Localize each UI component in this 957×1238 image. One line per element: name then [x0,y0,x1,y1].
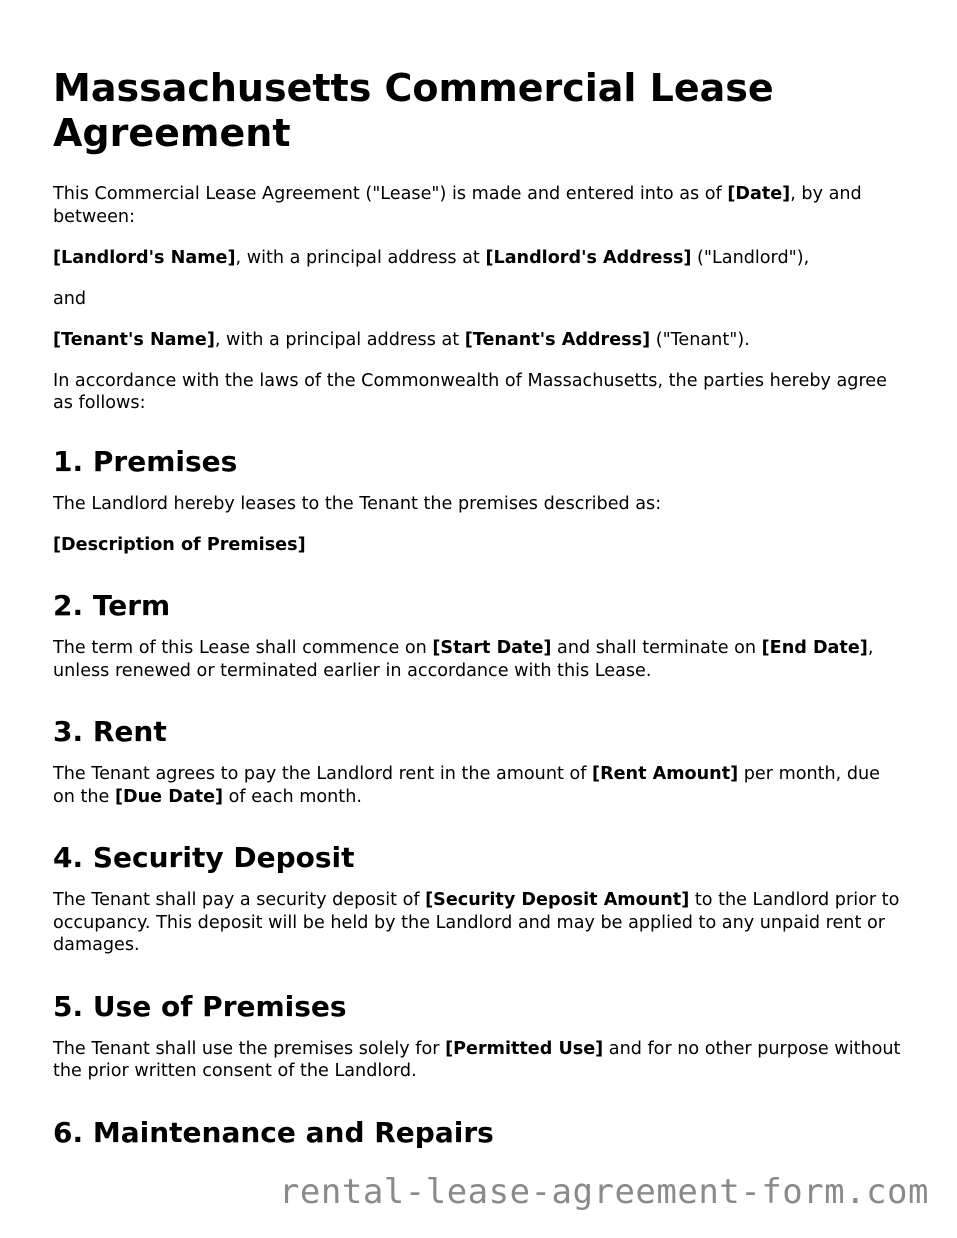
tenant-address-placeholder: [Tenant's Address] [464,329,651,350]
term-text-3: , unless renewed or terminated earlier in accordance with this Lease. [53,638,874,681]
and-paragraph: and [53,288,87,309]
end-date-placeholder: [End Date] [761,638,868,658]
tenant-name-placeholder: [Tenant's Name] [53,329,215,350]
premises-paragraph: The Landlord hereby leases to the Tenant the premises described as: [53,493,662,514]
deposit-paragraph [53,889,903,957]
intro-paragraph [53,183,903,228]
intro-text-1: This Commercial Lease Agreement ("Lease") is made and entered into as of [53,184,728,204]
rent-paragraph [53,763,903,808]
use-paragraph [53,1038,903,1083]
deposit-text-2: to the Landlord prior to occupancy. This deposit will be held by the Landlord and may be applied to any unpaid rent or damages. [53,890,900,955]
section-heading-term: 2. Term [53,589,171,622]
landlord-text-2: ("Landlord"), [691,247,810,268]
term-text-2: and shall terminate on [551,638,762,658]
permitted-use-placeholder: [Permitted Use] [445,1038,604,1059]
accordance-paragraph: In accordance with the laws of the Commonwealth of Massachusetts, the parties hereby agree as follows: [53,370,887,413]
deposit-amount-placeholder: [Security Deposit Amount] [425,890,690,910]
section-heading-premises: 1. Premises [53,444,238,478]
rent-text-3: of each month. [223,786,362,807]
landlord-name-placeholder: [Landlord's Name] [53,247,236,268]
date-placeholder: [Date] [727,184,791,204]
rent-amount-placeholder: [Rent Amount] [592,764,739,784]
term-text-1: The term of this Lease shall commence on [53,638,433,658]
rent-text-2: per month, due on the [53,764,880,807]
use-text-2: and for no other purpose without the prior written consent of the Landlord. [53,1038,901,1081]
section-heading-use: 5. Use of Premises [53,989,347,1023]
tenant-text-1: , with a principal address at [214,329,465,350]
tenant-text-2: ("Tenant"). [650,329,750,350]
tenant-paragraph [53,329,903,352]
due-date-placeholder: [Due Date] [114,786,224,807]
premises-description-placeholder: [Description of Premises] [53,534,306,555]
deposit-text-1: The Tenant shall pay a security deposit of [53,890,426,910]
rent-text-1: The Tenant agrees to pay the Landlord rent in the amount of [53,764,593,784]
term-paragraph [53,637,903,682]
intro-text-2: , by and between: [53,184,862,227]
start-date-placeholder: [Start Date] [432,638,552,658]
landlord-text-1: , with a principal address at [235,247,486,268]
section-heading-deposit: 4. Security Deposit [53,841,355,874]
watermark-text: rental-lease-agreement-form.com [278,1172,929,1212]
document-title: Massachusetts Commercial Lease Agreement [53,66,774,155]
landlord-address-placeholder: [Landlord's Address] [485,247,692,268]
use-text-1: The Tenant shall use the premises solely for [53,1038,446,1059]
section-heading-rent: 3. Rent [53,715,167,748]
landlord-paragraph [53,247,903,270]
document-page [53,66,903,1164]
section-heading-maintenance: 6. Maintenance and Repairs [53,1115,494,1149]
premises-description-paragraph [53,534,903,557]
